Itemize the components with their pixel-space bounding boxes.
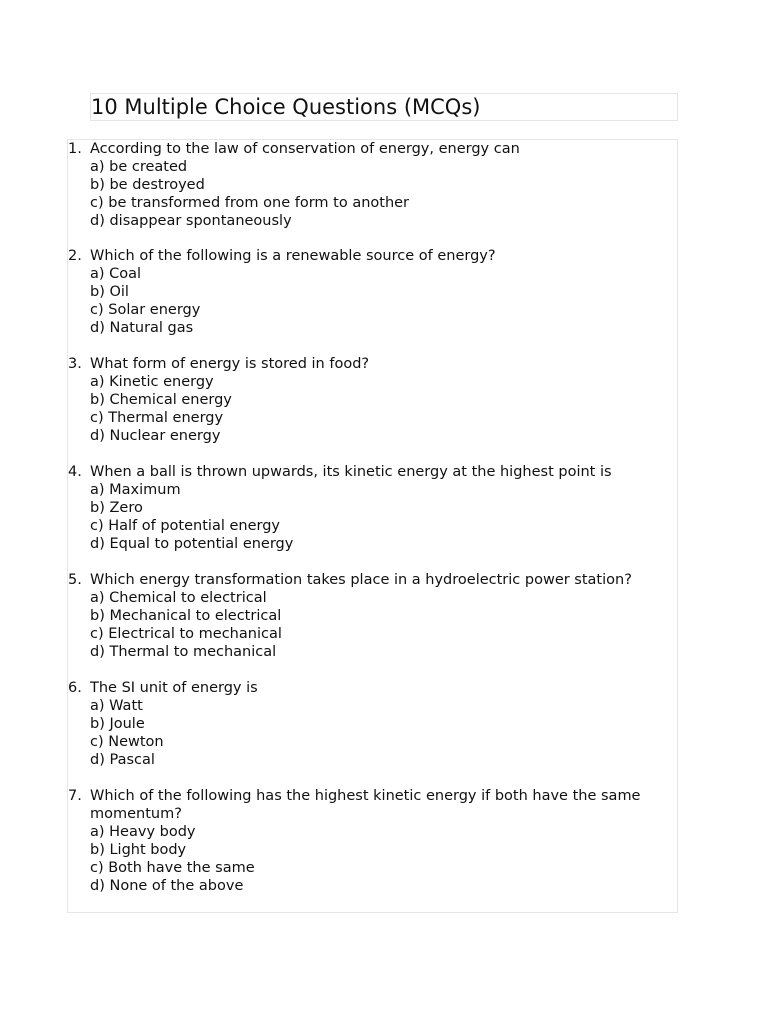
question-body [90, 463, 670, 553]
option-a: a) Maximum [90, 482, 181, 498]
question-number: 3. [68, 356, 82, 372]
question-text: Which of the following has the highest kinetic energy if both have the same momentum? [90, 788, 641, 822]
option-a: a) Kinetic energy [90, 374, 214, 390]
option-b: b) Chemical energy [90, 392, 232, 408]
option-c: c) be transformed from one form to another [90, 195, 410, 211]
option-d: d) None of the above [90, 878, 244, 894]
option-d: d) Pascal [90, 752, 155, 768]
option-d: d) disappear spontaneously [90, 213, 292, 229]
option-c: c) Newton [90, 734, 164, 750]
option-a: a) Heavy body [90, 824, 196, 840]
option-b: b) be destroyed [90, 177, 205, 193]
question-text: The SI unit of energy is [90, 680, 258, 696]
question-number: 4. [68, 464, 82, 480]
question-body [90, 787, 670, 895]
question-text: When a ball is thrown upwards, its kinetic energy at the highest point is [90, 464, 612, 480]
option-b: b) Zero [90, 500, 143, 516]
option-c: c) Half of potential energy [90, 518, 280, 534]
question-body [90, 140, 670, 230]
question-text: Which energy transformation takes place in a hydroelectric power station? [90, 572, 632, 588]
question-text: According to the law of conservation of energy, energy can [90, 141, 520, 157]
question-number: 1. [68, 141, 82, 157]
option-a: a) Chemical to electrical [90, 590, 267, 606]
question-number: 6. [68, 680, 82, 696]
question-body [90, 247, 670, 337]
option-b: b) Oil [90, 284, 129, 300]
option-a: a) Coal [90, 266, 142, 282]
question-text: Which of the following is a renewable source of energy? [90, 248, 496, 264]
option-c: c) Solar energy [90, 302, 201, 318]
title-box [90, 93, 678, 121]
option-b: b) Mechanical to electrical [90, 608, 282, 624]
question-number: 7. [68, 788, 82, 804]
option-d: d) Nuclear energy [90, 428, 221, 444]
question-text: What form of energy is stored in food? [90, 356, 370, 372]
option-c: c) Electrical to mechanical [90, 626, 282, 642]
page-title: 10 Multiple Choice Questions (MCQs) [91, 95, 481, 119]
question-number: 2. [68, 248, 82, 264]
option-b: b) Joule [90, 716, 145, 732]
option-d: d) Thermal to mechanical [90, 644, 277, 660]
option-d: d) Natural gas [90, 320, 194, 336]
questions-box [67, 139, 678, 913]
option-d: d) Equal to potential energy [90, 536, 294, 552]
question-body [90, 679, 670, 769]
option-c: c) Both have the same [90, 860, 255, 876]
question-body [90, 571, 670, 661]
option-b: b) Light body [90, 842, 187, 858]
question-number: 5. [68, 572, 82, 588]
question-body [90, 355, 670, 445]
option-c: c) Thermal energy [90, 410, 224, 426]
option-a: a) Watt [90, 698, 143, 714]
option-a: a) be created [90, 159, 188, 175]
